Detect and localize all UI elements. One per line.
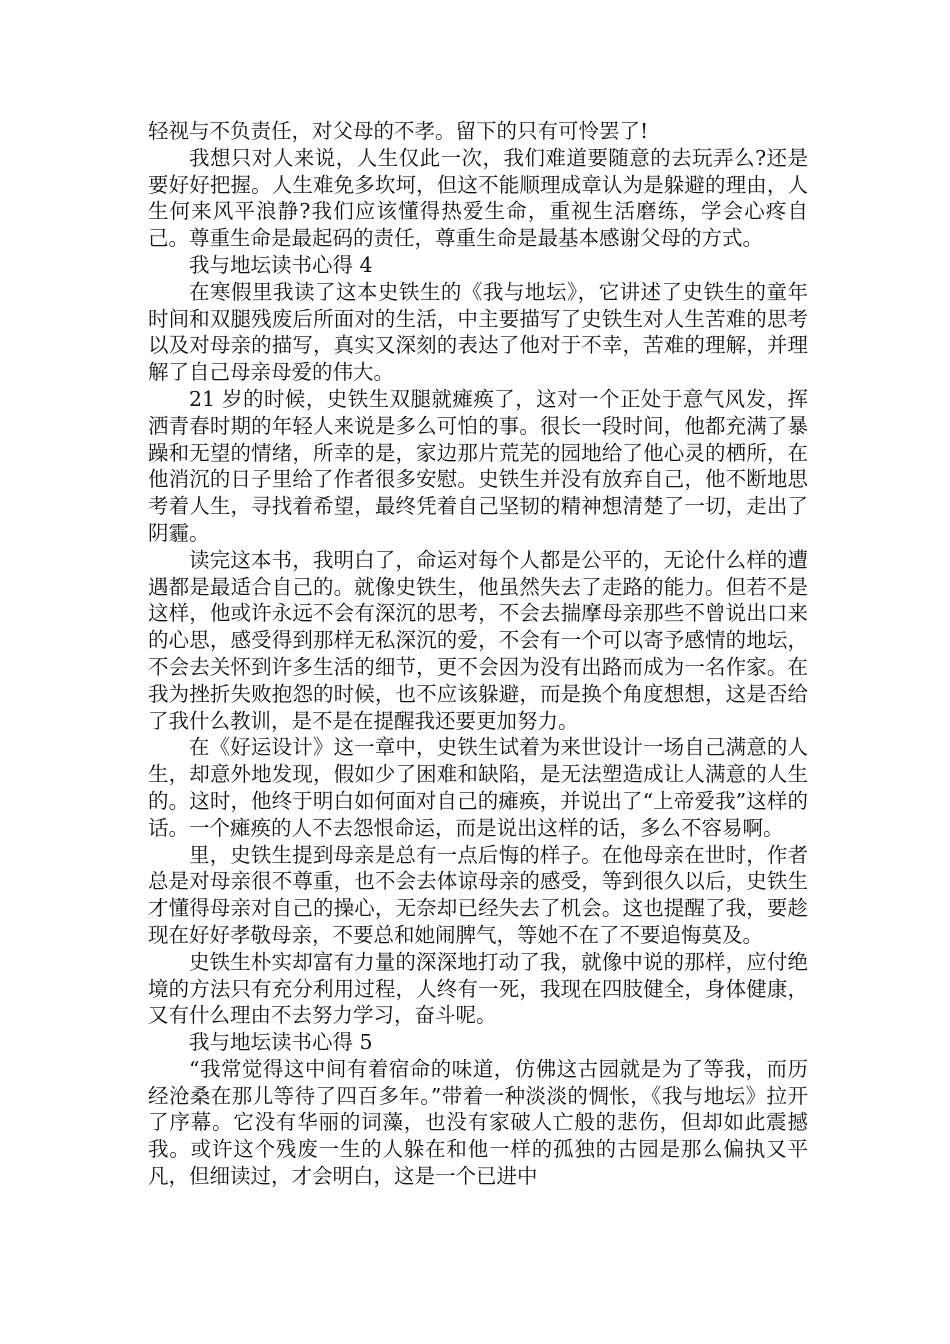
paragraph: 在寒假里我读了这本史铁生的《我与地坛》，它讲述了史铁生的童年时间和双腿残废后所面对的生活，中主要描写了史铁生对人生苦难的思考以及对母亲的描写，真实又深刻的表达了他对于不幸，苦难的理解，并理解了自己母亲母爱的伟大。: [148, 279, 808, 385]
section-heading: 我与地坛读书心得 5: [189, 1030, 373, 1055]
document-body: [148, 118, 808, 1190]
paragraph: 轻视与不负责任，对父母的不孝。留下的只有可怜罢了!: [148, 119, 649, 143]
section-heading: 我与地坛读书心得 4: [189, 252, 373, 277]
paragraph: 读完这本书，我明白了，命运对每个人都是公平的，无论什么样的遭遇都是最适合自己的。就像史铁生，他虽然失去了走路的能力。但若不是这样，他或许永远不会有深沉的思考，不会去揣摩母亲那些不曾说出口来的心思，感受得到那样无私深沉的爱，不会有一个可以寄予感情的地坛，不会去关怀到许多生活的细节，更不会因为没有出路而成为一名作家。在我为挫折失败抱怨的时候，也不应该躲避，而是换个角度想想，这是否给了我什么教训，是不是在提醒我还要更加努力。: [148, 547, 808, 733]
paragraph: 里，史铁生提到母亲是总有一点后悔的样子。在他母亲在世时，作者总是对母亲很不尊重，也不会去体谅母亲的感受，等到很久以后，史铁生才懂得母亲对自己的操心，无奈却已经失去了机会。这也提醒了我，要趁现在好好孝敬母亲，不要总和她闹脾气，等她不在了不要追悔莫及。: [148, 842, 808, 947]
paragraph: 21 岁的时候，史铁生双腿就瘫痪了，这对一个正处于意气风发，挥洒青春时期的年轻人来说是多么可怕的事。很长一段时间，他都充满了暴躁和无望的情绪，所幸的是，家边那片荒芜的园地给了他心灵的栖所，在他消沉的日子里给了作者很多安慰。史铁生并没有放弃自己，他不断地思考着人生，寻找着希望，最终凭着自己坚韧的精神想清楚了一切，走出了阴霾。: [148, 386, 808, 545]
paragraph: 在《好运设计》这一章中，史铁生试着为来世设计一场自己满意的人生，却意外地发现，假如少了困难和缺陷，是无法塑造成让人满意的人生的。这时，他终于明白如何面对自己的瘫痪，并说出了“上帝爱我”这样的话。一个瘫痪的人不去怨恨命运，而是说出这样的话，多么不容易啊。: [148, 735, 808, 840]
paragraph: 我想只对人来说，人生仅此一次，我们难道要随意的去玩弄么?还是要好好把握。人生难免多坎坷，但这不能顺理成章认为是躲避的理由，人生何来风平浪静?我们应该懂得热爱生命，重视生活磨练，学会心疼自己。尊重生命是最起码的责任，尊重生命是最基本感谢父母的方式。: [148, 145, 808, 251]
paragraph: 史铁生朴实却富有力量的深深地打动了我，就像中说的那样，应付绝境的方法只有充分利用过程，人终有一死，我现在四肢健全，身体健康，又有什么理由不去努力学习，奋斗呢。: [148, 949, 808, 1028]
paragraph: “我常觉得这中间有着宿命的味道，仿佛这古园就是为了等我，而历经沧桑在那儿等待了四百多年。”带着一种淡淡的惆怅，《我与地坛》拉开了序幕。它没有华丽的词藻，也没有家破人亡般的悲伤，但却如此震撼我。或许这个残废一生的人躲在和他一样的孤独的古园是那么偏执又平凡，但细读过，才会明白，这是一个已进中: [148, 1056, 808, 1189]
